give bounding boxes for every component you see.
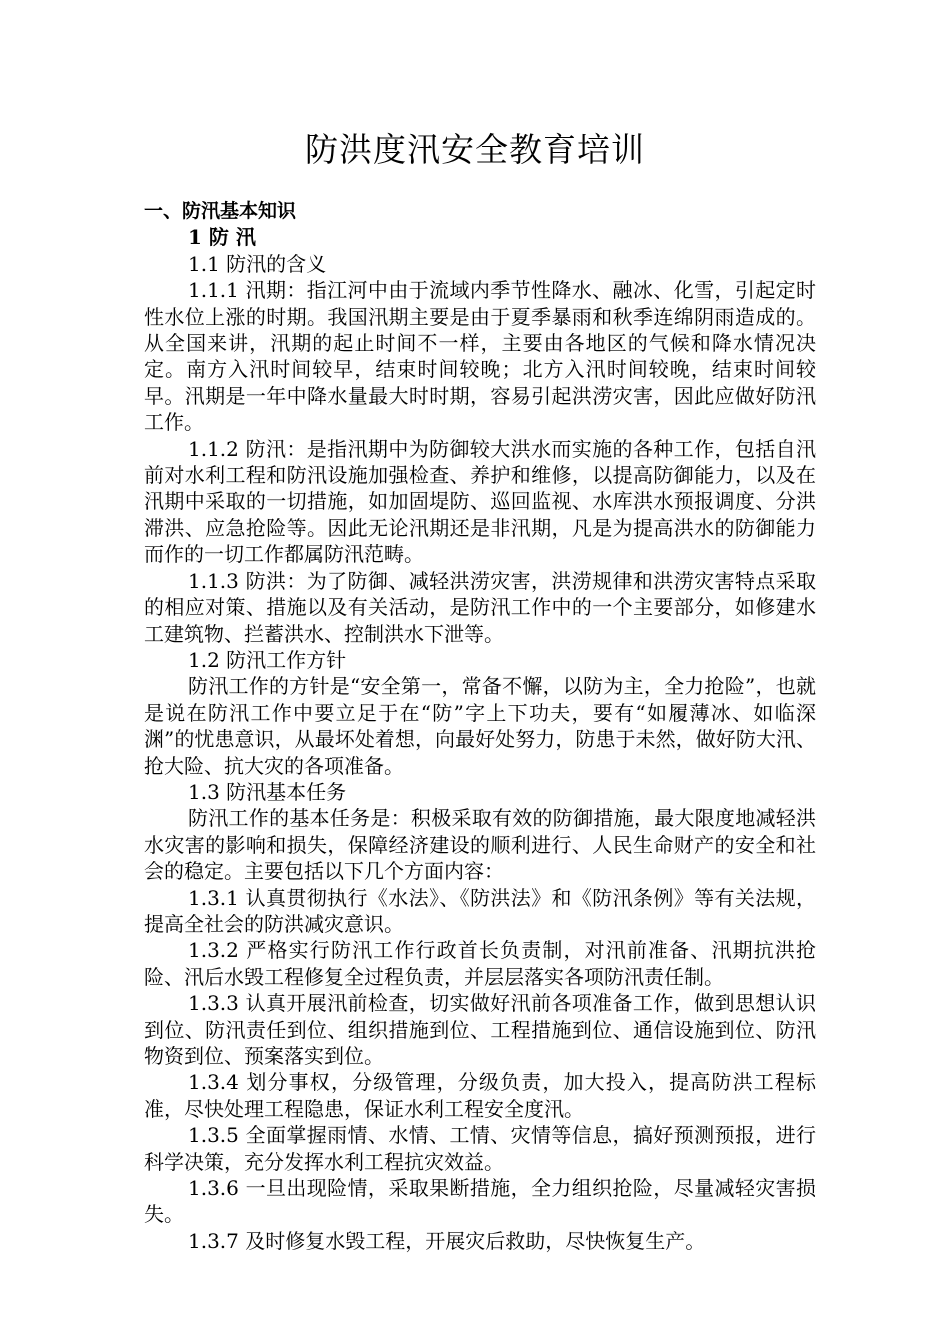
paragraph-1-3-6: 1.3.6 一旦出现险情，采取果断措施，全力组织抢险，尽量减轻灾害损失。 [144,1176,816,1227]
subsection-heading-1: 1 防 汛 [188,225,256,250]
paragraph-1-1-3: 1.1.3 防洪：为了防御、减轻洪涝灾害，洪涝规律和洪涝灾害特点采取的相应对策、措施以及有关活动，是防汛工作中的一个主要部分，如修建水工建筑物、拦蓄洪水、控制洪水下泄等。 [144,568,816,646]
subsection-heading-1-3: 1.3 防汛基本任务 [188,779,347,804]
document-title: 防洪度汛安全教育培训 [305,130,645,169]
paragraph-1-3-3: 1.3.3 认真开展汛前检查，切实做好汛前各项准备工作，做到思想认识到位、防汛责任到位、组织措施到位、工程措施到位、通信设施到位、防汛物资到位、预案落实到位。 [144,991,816,1068]
paragraph-1-1-2: 1.1.2 防汛：是指汛期中为防御较大洪水而实施的各种工作，包括自汛前对水利工程和防汛设施加强检查、养护和维修，以提高防御能力，以及在汛期中采取的一切措施，如加固堤防、巡回监视、水库洪水预报调度、分洪滞洪、应急抢险等。因此无论汛期还是非汛期，凡是为提高洪水的防御能力而作的一切工作都属防汛范畴。 [144,436,816,567]
paragraph-1-3-7: 1.3.7 及时修复水毁工程，开展灾后救助，尽快恢复生产。 [188,1228,706,1253]
section-heading-1: 一、防汛基本知识 [144,200,297,222]
paragraph-1-3: 防汛工作的基本任务是：积极采取有效的防御措施，最大限度地减轻洪水灾害的影响和损失，保障经济建设的顺利进行、人民生命财产的安全和社会的稳定。主要包括以下几个方面内容： [144,806,816,884]
paragraph-1-3-5: 1.3.5 全面掌握雨情、水情、工情、灾情等信息，搞好预测预报，进行科学决策，充分发挥水利工程抗灾效益。 [144,1123,816,1174]
subsection-heading-1-2: 1.2 防汛工作方针 [188,647,347,672]
subsection-heading-1-1: 1.1 防汛的含义 [188,251,327,276]
document-body [144,198,816,1254]
paragraph-1-3-4: 1.3.4 划分事权，分级管理，分级负责，加大投入，提高防洪工程标准，尽快处理工程隐患，保证水利工程安全度汛。 [144,1070,816,1121]
paragraph-1-3-1: 1.3.1 认真贯彻执行《水法》、《防洪法》和《防汛条例》等有关法规，提高全社会的防洪减灾意识。 [144,885,816,936]
paragraph-1-1-1: 1.1.1 汛期：指江河中由于流域内季节性降水、融冰、化雪，引起定时性水位上涨的时期。我国汛期主要是由于夏季暴雨和秋季连绵阴雨造成的。从全国来讲，汛期的起止时间不一样，主要由各地区的气候和降水情况决定。南方入汛时间较早，结束时间较晚；北方入汛时间较晚，结束时间较早。汛期是一年中降水量最大时时期，容易引起洪涝灾害，因此应做好防汛工作。 [144,278,816,435]
paragraph-1-2: 防汛工作的方针是“安全第一，常备不懈，以防为主，全力抢险”，也就是说在防汛工作中要立足于在“防”字上下功夫，要有“如履薄冰、如临深渊”的忧患意识，从最坏处着想，向最好处努力，防患于未然，做好防大汛、抢大险、抗大灾的各项准备。 [144,674,816,778]
paragraph-1-3-2: 1.3.2 严格实行防汛工作行政首长负责制，对汛前准备、汛期抗洪抢险、汛后水毁工程修复全过程负责，并层层落实各项防汛责任制。 [144,938,816,989]
